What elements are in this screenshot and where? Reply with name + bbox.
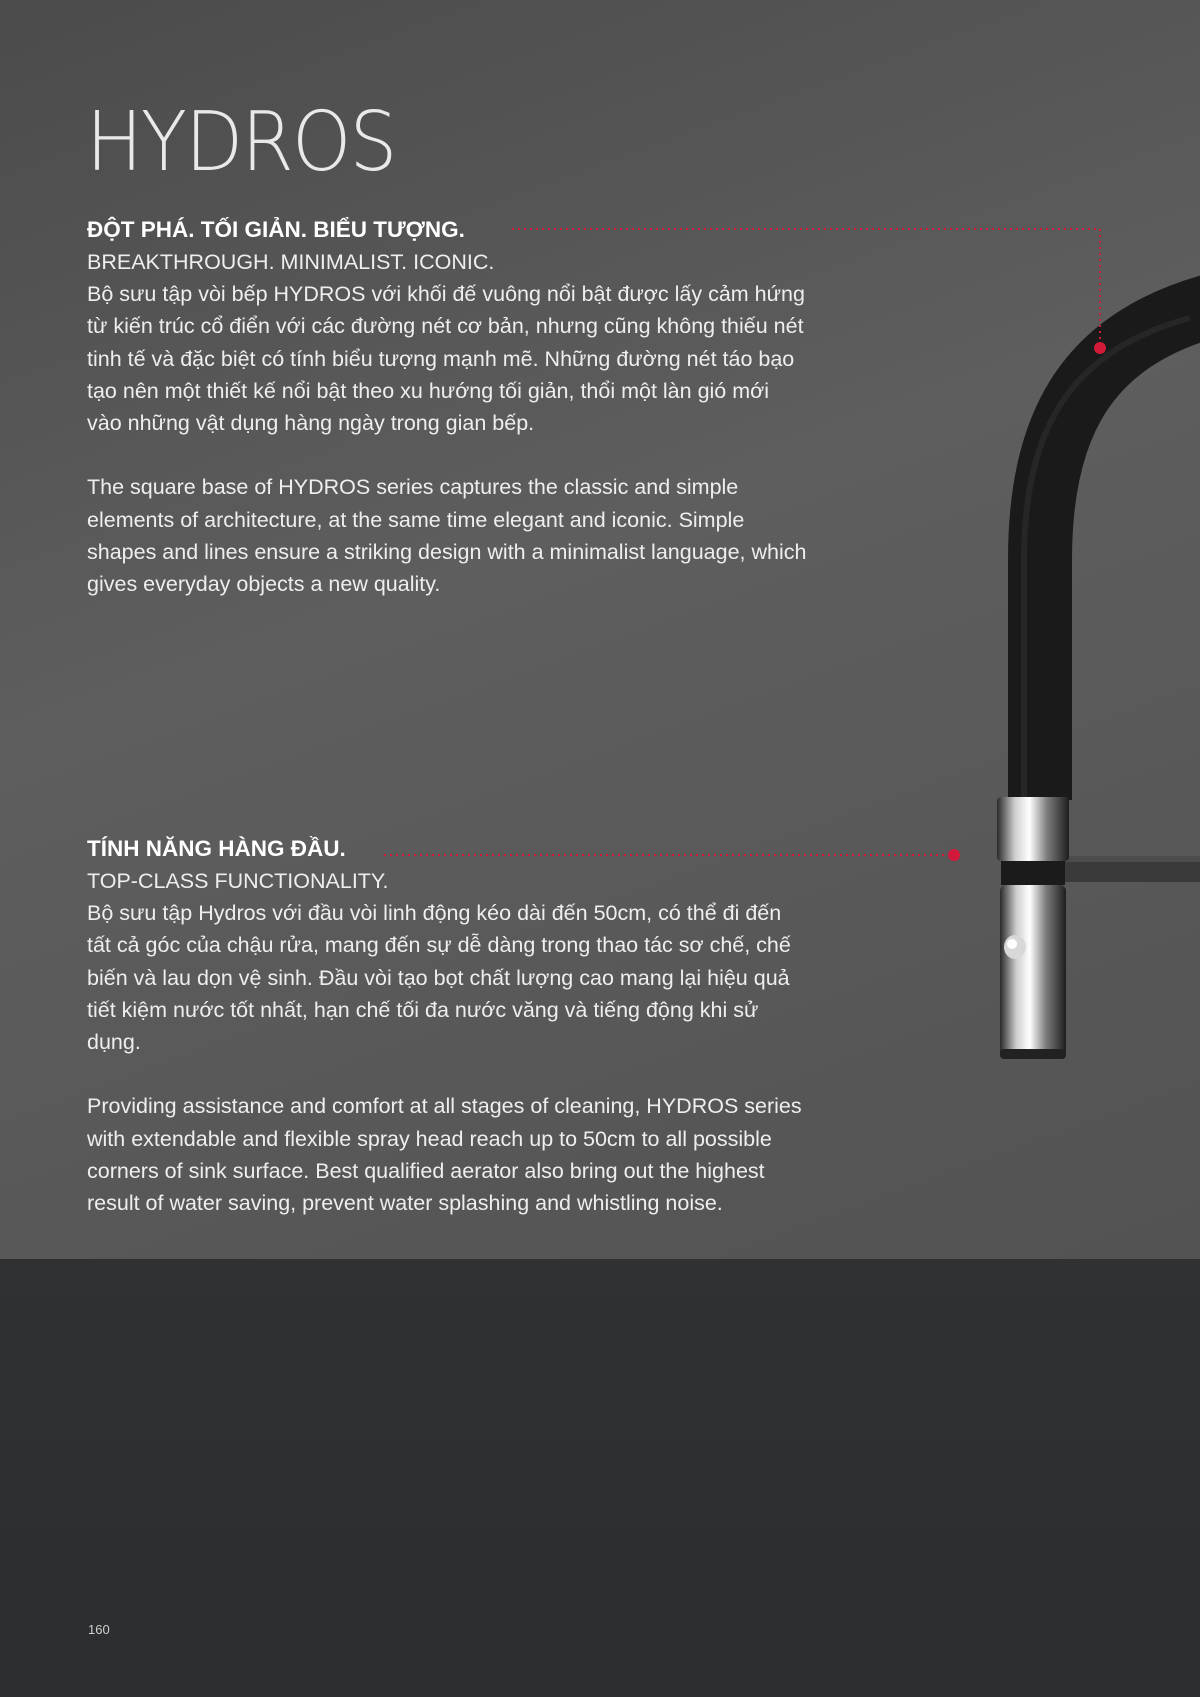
function-body-en: Providing assistance and comfort at all stages of cleaning, HYDROS series with extendable and flexible spray head reach up to 50cm to all possible corners of sink surface. Best qualified aerator also bring out the highest result of water saving, prevent water splashing and whistling noise. <box>87 1094 802 1216</box>
design-section <box>87 214 807 601</box>
page-title: HYDROS <box>86 95 396 190</box>
function-body-vi: Bộ sưu tập Hydros với đầu vòi linh động kéo dài đến 50cm, có thể đi đến tất cả góc của chậu rửa, mang đến sự dễ dàng trong thao tác sơ chế, chế biến và lau dọn vệ sinh. Đầu vòi tạo bọt chất lượng cao mang lại hiệu quả tiết kiệm nước tốt nhất, hạn chế tối đa nước văng và tiếng động khi sử dụng. <box>87 901 791 1055</box>
function-heading-vi: TÍNH NĂNG HÀNG ĐẦU. <box>87 836 346 861</box>
design-body-en: The square base of HYDROS series captures the classic and simple elements of architecture, at the same time elegant and iconic. Simple shapes and lines ensure a striking design with a minimalist language, which gives everyday objects a new quality. <box>87 475 807 597</box>
design-body-vi: Bộ sưu tập vòi bếp HYDROS với khối đế vuông nổi bật được lấy cảm hứng từ kiến trúc cổ điển với các đường nét cơ bản, nhưng cũng không thiếu nét tinh tế và đặc biệt có tính biểu tượng mạnh mẽ. Những đường nét táo bạo tạo nên một thiết kế nổi bật theo xu hướng tối giản, thổi một làn gió mới vào những vật dụng hàng ngày trong gian bếp. <box>87 282 805 436</box>
function-section <box>87 833 807 1220</box>
design-heading-vi: ĐỘT PHÁ. TỐI GIẢN. BIỂU TƯỢNG. <box>87 217 465 242</box>
function-heading-en: TOP-CLASS FUNCTIONALITY. <box>87 869 389 893</box>
page-number: 160 <box>88 1622 110 1637</box>
design-heading-en: BREAKTHROUGH. MINIMALIST. ICONIC. <box>87 250 495 274</box>
